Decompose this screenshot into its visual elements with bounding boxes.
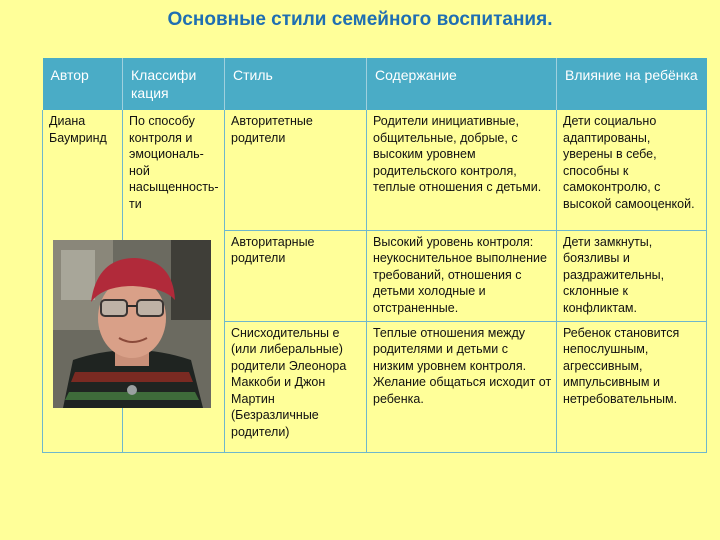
table-row [43,110,707,230]
influence-cell: Дети замкнуты, боязливы и раздражительны, склонные к конфликтам. [557,230,707,321]
table-header-row [43,58,707,110]
header-style: Стиль [225,58,367,110]
page-title: Основные стили семейного воспитания. [167,9,553,30]
header-content: Содержание [367,58,557,110]
classification-cell: По способу контроля и эмоциональ-ной насыщенность-ти [123,110,225,452]
author-photo [53,240,211,408]
parenting-styles-table [42,58,707,453]
style-cell: Авторитетные родители [225,110,367,230]
influence-cell: Ребенок становится непослушным, агрессивным, импульсивным и нетребовательным. [557,321,707,452]
header-classification: Классифи кация [123,58,225,110]
style-cell: Авторитарные родители [225,230,367,321]
influence-cell: Дети социально адаптированы, уверены в себе, способны к самоконтролю, с высокой самооценкой. [557,110,707,230]
header-author: Автор [43,58,123,110]
header-influence: Влияние на ребёнка [557,58,707,110]
content-cell: Высокий уровень контроля: неукоснительное выполнение требований, отношения с детьми холодные и отстраненные. [367,230,557,321]
author-cell [43,110,123,452]
content-cell: Родители инициативные, общительные, добрые, с высоким уровнем родительского контроля, теплые отношения с детьми. [367,110,557,230]
content-cell: Теплые отношения между родителями и детьми с низким уровнем контроля. Желание общаться исходит от ребенка. [367,321,557,452]
style-cell: Снисходительны е (или либеральные) родители Элеонора Маккоби и Джон Мартин (Безразличные родители) [225,321,367,452]
author-name: Диана Баумринд [49,114,107,145]
